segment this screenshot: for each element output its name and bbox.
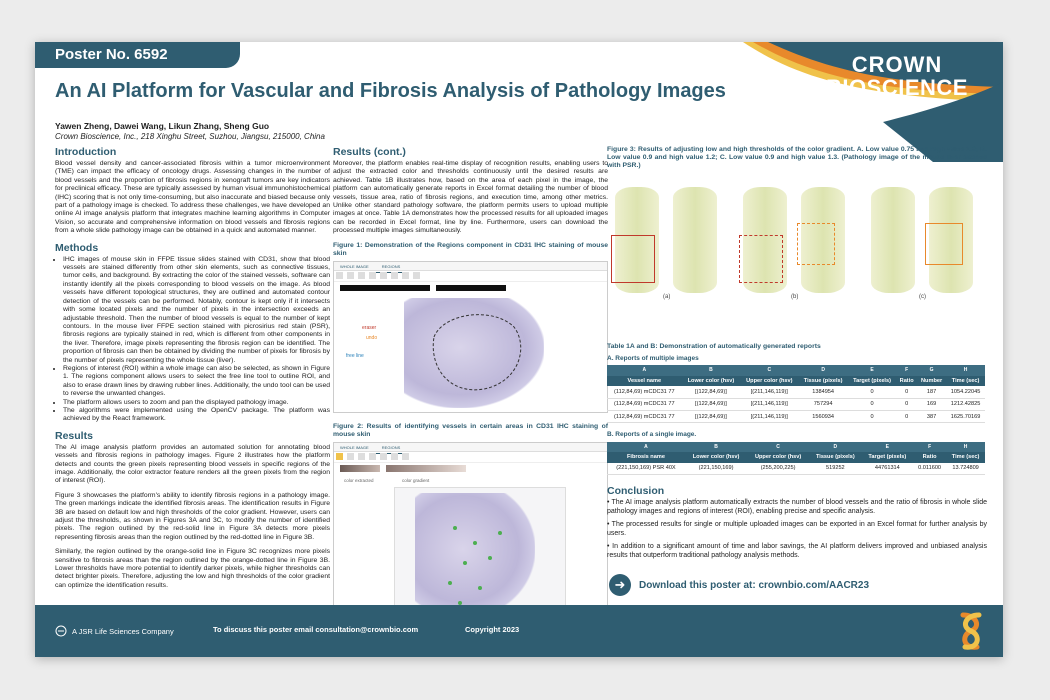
results-paragraph: Similarly, the region outlined by the orange-solid line in Figure 3C recognizes more pixels sensitive to fibrosis areas than the region outlined by the orange-dotted line in Figure 3B. Lower thresholds have more potential to identify darker pixels, while higher thresholds can detect brighter pixels. Therefore, adjusting the low and high thresholds of the color gradient can optimize the identification results.: [55, 548, 330, 589]
table-row: [607, 411, 985, 423]
affiliation: Crown Bioscience, Inc., 218 Xinghu Street, Suzhou, Jiangsu, 215000, China: [55, 132, 325, 141]
table-cell: 44761314: [862, 463, 913, 475]
table-cell: 1384954: [798, 386, 847, 398]
table1b-body: [607, 463, 985, 475]
figure1-screenshot: [333, 261, 608, 413]
conclusion-item: • The processed results for single or multiple uploaded images can be exported in an Excel format for further analysis by users.: [607, 521, 987, 537]
figure2-title: Figure 2: Results of identifying vessels in certain areas in CD31 IHC staining of mouse skin: [333, 422, 608, 438]
footer-copyright: Copyright 2023: [465, 625, 520, 634]
table1b-title: B. Reports of a single image.: [607, 431, 697, 439]
figure1-title: Figure 1: Demonstration of the Regions component in CD31 IHC staining of mouse skin: [333, 241, 608, 257]
table-cell: A: [607, 442, 685, 452]
table1a-letter-row: [607, 365, 985, 375]
roi-red-dotted: [739, 235, 783, 283]
figure2-sliders: [334, 463, 607, 475]
table1b: [607, 442, 985, 475]
tab-whole-image: WHOLE IMAGE: [340, 263, 369, 269]
figure3-panel-c: [863, 173, 983, 301]
column-right: [607, 146, 987, 566]
jsr-mark-icon: [55, 625, 67, 637]
table-cell: [(211,146,119)]: [740, 411, 798, 423]
table-cell: Tissue (pixels): [809, 452, 862, 462]
figure1-toolbar: [334, 271, 607, 282]
results-paragraph: Figure 3 showcases the platform's ability to identify fibrosis regions in a pathology image. The green markings indicate the identified fibrosis areas. The identification results in Figure 3B are based on default low and high thresholds of the color gradient. However, users can adjust the thresholds, as shown in Figures 3A and 3C, to modify the number of identified pixels. The region outlined by the red-solid line in Figure 3A detects more pixels representing fibrosis areas than the region outlined by the red-dotted line in Figure 3B.: [55, 491, 330, 541]
figure1-roi-outline: [424, 307, 534, 397]
table1a: [607, 365, 985, 423]
figure3-panels: [607, 173, 987, 313]
table-cell: (221,150,169) PSR 40X: [607, 463, 685, 475]
label-color-gradient: color gradient: [402, 477, 430, 483]
poster-number: Poster No. 6592: [35, 42, 240, 68]
table-row: [607, 398, 985, 410]
table-cell: A: [607, 365, 682, 375]
methods-item: • IHC images of mouse skin in FFPE tissue slides stained with CD31, show that blood vessels are stained differently from other skin elements, such as connective tissues, tumor cells, and background. By extracting the color of the stained vessels, software can instantly identify all the pixels corresponding to blood vessels on the image. As blood vessels have different topological structures, they are outlined and automated contour detection of the vessels can be performed. Notably, contour is kept only if it intersects with some located pixels and the number of pixels in the intersection exceeds an adjustable threshold. Then the number of blood vessels is equal to the number of kept contours. In the mouse liver FFPE section stained with picrosirius red stain (PSR), fibrosis regions are typically stained in red, which is different from other components in the liver. Therefore, image pixels representing the fibrosis region can be identified. The proportion of fibrosis can then be obtained by dividing the number of pixels for fibrosis by the number of pixels representing the whole tissue (liver).: [63, 256, 330, 365]
table-cell: Tissue (pixels): [798, 376, 847, 386]
table-cell: 0: [848, 398, 896, 410]
roi-red-solid: [611, 235, 655, 283]
table-cell: H: [946, 365, 985, 375]
figure3-panel-a: [607, 173, 727, 301]
figure1-sliders: [334, 282, 607, 294]
label-eraser: eraser: [362, 324, 377, 331]
figure2-tabs: [334, 443, 607, 452]
table-cell: 0.011600: [913, 463, 946, 475]
figure2-toolbar: [334, 452, 607, 463]
figure3-title: Figure 3: Results of adjusting low and high thresholds of the color gradient. A. Low value 0.75 and high value 1.2; B. Low value 0.9 and high value 1.2; C. Low value 0.9 and high value 1.3. (Pathology image of the mouse liver stained with PSR.): [607, 146, 987, 169]
table-cell: C: [747, 442, 809, 452]
jsr-company-text: A JSR Life Sciences Company: [72, 626, 174, 636]
roi-orange-solid: [925, 223, 963, 265]
table1a-title: A. Reports of multiple images: [607, 355, 699, 362]
figure2-screenshot: [333, 442, 608, 629]
table1b-letter-row: [607, 442, 985, 452]
footer-contact: To discuss this poster email consultation@crownbio.com: [213, 625, 419, 634]
table-cell: Upper color (hsv): [747, 452, 809, 462]
table-cell: G: [917, 365, 946, 375]
header-corner-graphic: [683, 42, 1003, 162]
figure1-tabs: [334, 262, 607, 271]
table-cell: 0: [896, 386, 917, 398]
table-cell: 387: [917, 411, 946, 423]
column-left: [55, 146, 330, 596]
tab-regions: REGIONS: [376, 443, 406, 454]
table1a-header-row: [607, 376, 985, 386]
table-cell: 187: [917, 386, 946, 398]
conclusion-heading: Conclusion: [607, 485, 665, 498]
label-color-extracted: color extracted: [344, 477, 374, 483]
table-cell: 1625.70169: [946, 411, 985, 423]
table-cell: 0: [896, 411, 917, 423]
table-cell: Ratio: [896, 376, 917, 386]
table-cell: (221,150,169): [685, 463, 747, 475]
introduction-text: Blood vessel density and cancer-associated fibrosis within a tumor microenvironment (TME) can impact the efficacy of oncology drugs. Assessing changes in the number of blood vessels and the proportion of fibrosis regions in xenograft tumors are key indicators for preclinical efficacy. These are typically assessed by human visual immunohistochemical (IHC) scoring that is not only time-consuming, but also inaccurate and biased because only part of a pathology image is checked. To address these challenges, we have developed an online AI image analysis platform that integrates machine learning algorithms in Computer Vision, so accurate and comprehensive information on blood vessels and fibrosis regions from a whole slide pathology image can be obtained in a quick and automated manner.: [55, 160, 330, 235]
table-cell: 169: [917, 398, 946, 410]
download-link[interactable]: [609, 574, 869, 596]
table-cell: 757294: [798, 398, 847, 410]
figure2-image-panel: [394, 487, 566, 624]
table-cell: 13.724809: [946, 463, 985, 475]
introduction-heading: Introduction: [55, 146, 117, 158]
methods-item: • Regions of interest (ROI) within a whole image can also be selected, as shown in Figure 1. The regions component allows users to select the free line tool to outline ROI, and also to erase drawn lines by drawing rubber lines. Additionally, the undo tool can be used to reverse the unwanted changes.: [63, 365, 330, 399]
table-cell: [(122,84,69)]: [682, 411, 741, 423]
table-cell: (112,84,69) mCDC31 77: [607, 411, 682, 423]
column-middle: [333, 146, 608, 629]
download-text: Download this poster at: crownbio.com/AACR23: [639, 579, 870, 591]
table-cell: B: [685, 442, 747, 452]
table-cell: C: [740, 365, 798, 375]
table-cell: 1054.22045: [946, 386, 985, 398]
table-cell: (112,84,69) mCDC31 77: [607, 386, 682, 398]
tab-whole-image: WHOLE IMAGE: [340, 444, 369, 450]
table-cell: Lower color (hsv): [682, 376, 741, 386]
table-cell: D: [809, 442, 862, 452]
methods-heading: Methods: [55, 241, 99, 254]
results-heading: Results: [55, 429, 93, 442]
poster-title: An AI Platform for Vascular and Fibrosis Analysis of Pathology Images: [55, 80, 726, 102]
poster: [35, 42, 1003, 657]
results-cont-text: Moreover, the platform enables real-time display of recognition results, enabling users to adjust the extracted color and thresholds continuously until the desired results are achieved. Table 1B illustrates how, based on the area of each pixel in the image, the platform can automatically generate reports in Excel format detailing the number of blood vessels, tissue area, ratio of fibrosis regions, and execution time, among other metrics. Unlike other standard pathology software, the platform permits users to upload multiple images at once. Table 1A demonstrates how the processed results for all uploaded images can be recorded in Excel format, line by line. Furthermore, users can download the processed multiple images simultaneously.: [333, 160, 608, 235]
roi-orange-dotted: [797, 223, 835, 265]
crown-bioscience-logo: CROWN BIOSCIENCE: [826, 52, 968, 100]
jsr-logo: [55, 625, 174, 637]
methods-item: • The algorithms were implemented using the OpenCV package. The platform was achieved by the React framework.: [63, 407, 330, 424]
table-cell: Lower color (hsv): [685, 452, 747, 462]
label-free-line: free line: [346, 352, 364, 359]
table-cell: Fibrosis name: [607, 452, 685, 462]
table-cell: D: [798, 365, 847, 375]
table-cell: Target (pixels): [862, 452, 913, 462]
crown-bioscience-mark-icon: [951, 609, 991, 653]
figure2-vessel-marks: [395, 488, 565, 623]
footer: [35, 605, 1003, 657]
table-cell: (255,200,225): [747, 463, 809, 475]
table-cell: [(211,146,119)]: [740, 386, 798, 398]
figure3-panel-b: [735, 173, 855, 301]
table-row: [607, 386, 985, 398]
authors: Yawen Zheng, Dawei Wang, Likun Zhang, Sheng Guo: [55, 121, 270, 131]
table-cell: E: [848, 365, 896, 375]
table-cell: 0: [848, 411, 896, 423]
figure3-caption-b: (b): [791, 293, 799, 300]
table-cell: 519252: [809, 463, 862, 475]
table-cell: Time (sec): [946, 452, 985, 462]
table-cell: 1212.42825: [946, 398, 985, 410]
table-cell: 1560934: [798, 411, 847, 423]
conclusion-section: [607, 485, 987, 561]
table-cell: E: [862, 442, 913, 452]
table-cell: [(211,146,119)]: [740, 398, 798, 410]
arrow-right-icon: ➜: [609, 574, 631, 596]
table-cell: Number: [917, 376, 946, 386]
table-cell: [(122,84,69)]: [682, 398, 741, 410]
table-cell: Time (sec): [946, 376, 985, 386]
table-cell: Vessel name: [607, 376, 682, 386]
methods-item: • The platform allows users to zoom and pan the displayed pathology image.: [63, 399, 330, 407]
results-paragraph: The AI image analysis platform provides an automated solution for annotating blood vessels and fibrosis regions in pathology images. Figure 2 illustrates how the platform detects and counts the green pixels representing blood vessels in specific regions of the image. Additionally, the color extractor feature renders all the green pixels from the region of interest (ROI).: [55, 443, 330, 485]
table-cell: Ratio: [913, 452, 946, 462]
figure3-caption-c: (c): [919, 293, 926, 300]
table-row: [607, 463, 985, 475]
table1b-header-row: [607, 452, 985, 462]
table-cell: 0: [848, 386, 896, 398]
table-cell: F: [913, 442, 946, 452]
table-cell: (112,84,69) mCDC31 77: [607, 398, 682, 410]
conclusion-item: • In addition to a significant amount of time and labor savings, the AI platform delivers improved and unbiased analysis results that outperform traditional pathology analysis methods.: [607, 543, 987, 560]
table-cell: Upper color (hsv): [740, 376, 798, 386]
conclusion-item: • The AI image analysis platform automatically extracts the number of blood vessels and the ratio of fibrosis in whole slide pathology images and regions of interest (ROI), enabling precise and specific analysis.: [607, 499, 987, 515]
table1a-body: [607, 386, 985, 423]
table-cell: F: [896, 365, 917, 375]
table-cell: 0: [896, 398, 917, 410]
figure3-caption-a: (a): [663, 293, 671, 300]
methods-list: [55, 256, 330, 424]
table-cell: B: [682, 365, 741, 375]
tab-regions: REGIONS: [376, 262, 406, 273]
table-cell: [(122,84,69)]: [682, 386, 741, 398]
results-cont-heading: Results (cont.): [333, 146, 406, 158]
label-undo: undo: [366, 334, 378, 341]
table-cell: Target (pixels): [848, 376, 896, 386]
table-cell: H: [946, 442, 985, 452]
table1-title: Table 1A and B: Demonstration of automatically generated reports: [607, 343, 821, 350]
